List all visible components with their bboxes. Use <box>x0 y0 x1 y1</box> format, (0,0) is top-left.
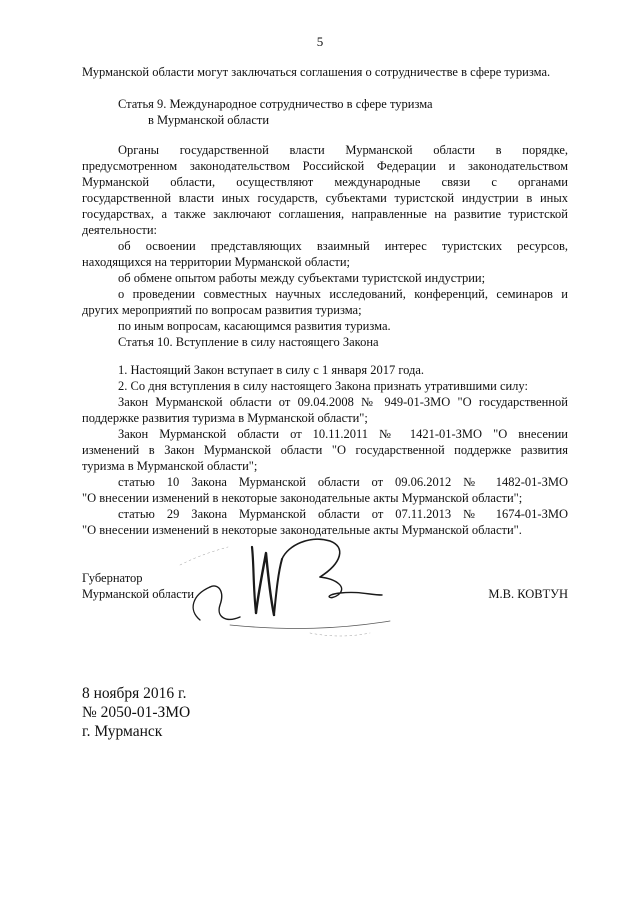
text-line: Закон Мурманской области от 09.04.2008 № 949-01-ЗМО "О государственной <box>118 395 568 409</box>
text-line: изменений в Закон Мурманской области "О государственной поддержке развития <box>82 443 568 457</box>
text-line: Закон Мурманской области от 10.11.2011 № 1421-01-ЗМО "О внесении <box>118 427 568 441</box>
article-10-body <box>82 362 568 538</box>
text-line: об обмене опытом работы между субъектами туристской индустрии; <box>118 271 486 285</box>
text-line: государственной власти иных государств, субъектами туристской индустрии в иных <box>82 191 568 205</box>
article-9-heading <box>82 96 568 128</box>
text-line: Мурманской области, осуществляют международные связи с органами <box>82 175 568 189</box>
law-number: № 2050-01-ЗМО <box>82 704 191 721</box>
document-footer <box>82 684 190 741</box>
text-line: находящихся на территории Мурманской области; <box>82 255 350 269</box>
text-line: статью 10 Закона Мурманской области от 09.06.2012 № 1482-01-ЗМО <box>118 475 568 489</box>
article-title: Статья 9. Международное сотрудничество в сфере туризма <box>118 97 433 111</box>
text-line: поддержке развития туризма в Мурманской области"; <box>82 411 368 425</box>
text-line: Мурманской области могут заключаться соглашения о сотрудничестве в сфере туризма. <box>82 65 551 79</box>
article-title-continuation: в Мурманской области <box>148 113 270 127</box>
signatory-title-line: Губернатор <box>82 571 143 585</box>
article-10-heading <box>82 334 568 350</box>
text-line: государствах, а также заключают соглашения, направленные на развитие туристской <box>82 207 568 221</box>
text-line: туризма в Мурманской области"; <box>82 459 258 473</box>
text-line: 2. Со дня вступления в силу настоящего Закона признать утратившими силу: <box>118 379 528 393</box>
text-line: об освоении представляющих взаимный интерес туристских ресурсов, <box>118 239 568 253</box>
signatory-name: М.В. КОВТУН <box>488 587 568 601</box>
text-line: 1. Настоящий Закон вступает в силу с 1 января 2017 года. <box>118 363 425 377</box>
text-line: предусмотренном законодательством Российской Федерации и законодательством <box>82 159 568 173</box>
signing-date: 8 ноября 2016 г. <box>82 685 187 702</box>
text-line: по иным вопросам, касающимся развития туризма. <box>118 319 391 333</box>
text-line: деятельности: <box>82 223 158 237</box>
text-line: других мероприятий по вопросам развития туризма; <box>82 303 362 317</box>
text-line: Органы государственной власти Мурманской области в порядке, <box>118 143 568 157</box>
signatory-title-line: Мурманской области <box>82 587 195 601</box>
article-title: Статья 10. Вступление в силу настоящего Закона <box>118 335 379 349</box>
page-number: 5 <box>316 34 324 49</box>
handwritten-signature <box>170 525 410 645</box>
article-9-body <box>82 142 568 334</box>
paragraph-continuation <box>82 64 568 80</box>
text-line: "О внесении изменений в некоторые законодательные акты Мурманской области"; <box>82 491 523 505</box>
text-line: "О внесении изменений в некоторые законодательные акты Мурманской области". <box>82 523 522 537</box>
text-line: статью 29 Закона Мурманской области от 07.11.2013 № 1674-01-ЗМО <box>118 507 568 521</box>
text-line: о проведении совместных научных исследований, конференций, семинаров и <box>118 287 568 301</box>
city: г. Мурманск <box>82 723 163 740</box>
